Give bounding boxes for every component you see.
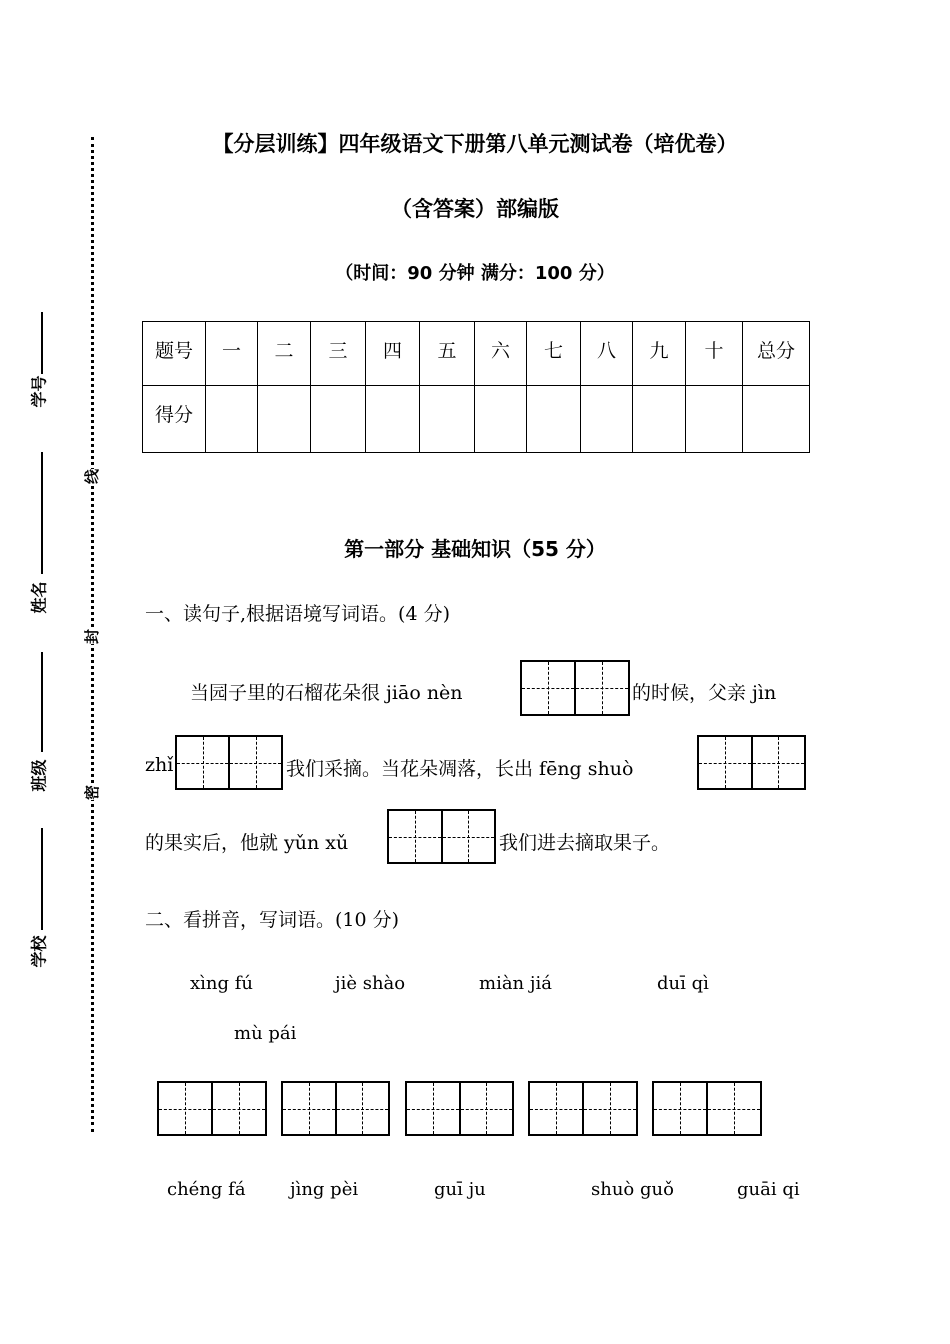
cut-mark-fold: 密 <box>79 785 104 800</box>
pinyin-item: mù pái <box>234 1023 297 1044</box>
answer-grid[interactable] <box>528 1081 638 1136</box>
document-title-line1: 【分层训练】四年级语文下册第八单元测试卷（培优卷） <box>212 132 738 156</box>
answer-grid[interactable] <box>652 1081 762 1136</box>
score-cell[interactable] <box>633 386 686 453</box>
q1-line1-text: 当园子里的石榴花朵很 jiāo nèn <box>190 682 463 704</box>
school-blank[interactable] <box>41 828 43 930</box>
column-header: 二 <box>258 322 311 386</box>
row-header-question: 题号 <box>143 322 206 386</box>
column-header: 七 <box>527 322 581 386</box>
column-header: 八 <box>581 322 633 386</box>
score-cell[interactable] <box>311 386 366 453</box>
score-table <box>142 321 810 453</box>
score-cell[interactable] <box>206 386 258 453</box>
answer-grid-yunxu[interactable] <box>387 809 496 864</box>
name-label: 姓名 <box>29 581 49 614</box>
score-cell[interactable] <box>581 386 633 453</box>
answer-grid-jinzhi[interactable] <box>175 735 283 790</box>
exam-info: （时间：90 分钟 满分：100 分） <box>335 263 615 284</box>
cut-mark-line: 线 <box>79 469 104 484</box>
column-header: 三 <box>311 322 366 386</box>
score-cell[interactable] <box>366 386 420 453</box>
column-header-total: 总分 <box>743 322 810 386</box>
q1-line2-start: zhǐ <box>145 754 174 776</box>
answer-grid[interactable] <box>405 1081 514 1136</box>
answer-grid[interactable] <box>157 1081 267 1136</box>
pinyin-item: guī ju <box>434 1179 486 1200</box>
score-cell[interactable] <box>527 386 581 453</box>
answer-grid-jiaonen[interactable] <box>520 660 630 716</box>
column-header: 一 <box>206 322 258 386</box>
column-header: 四 <box>366 322 420 386</box>
q1-title: 一、读句子,根据语境写词语。(4 分) <box>145 603 450 625</box>
pinyin-item: miàn jiá <box>479 973 552 994</box>
answer-grid-fengshuo[interactable] <box>697 735 806 790</box>
student-id-blank[interactable] <box>41 312 43 374</box>
cut-mark-seal: 封 <box>79 629 104 644</box>
part1-title: 第一部分 基础知识（55 分） <box>344 537 606 561</box>
pinyin-item: shuò guǒ <box>591 1179 674 1200</box>
score-cell[interactable] <box>475 386 527 453</box>
class-label: 班级 <box>29 759 49 792</box>
class-blank[interactable] <box>41 652 43 752</box>
column-header: 九 <box>633 322 686 386</box>
document-title-line2: （含答案）部编版 <box>391 197 559 221</box>
column-header: 十 <box>686 322 743 386</box>
q1-line3-end: 我们进去摘取果子。 <box>499 832 671 854</box>
student-id-label: 学号 <box>29 375 49 408</box>
q1-line3-start: 的果实后，他就 yǔn xǔ <box>145 832 349 854</box>
score-cell-total[interactable] <box>743 386 810 453</box>
answer-grid[interactable] <box>281 1081 390 1136</box>
column-header: 五 <box>420 322 475 386</box>
school-label: 学校 <box>29 935 49 968</box>
q1-line1-end: 的时候，父亲 jìn <box>632 682 777 704</box>
table-row-question-number <box>143 322 810 386</box>
pinyin-item: guāi qi <box>737 1179 800 1200</box>
q1-line2-mid: 我们采摘。当花朵凋落，长出 fēng shuò <box>286 758 634 780</box>
row-header-score: 得分 <box>143 386 206 453</box>
score-cell[interactable] <box>686 386 743 453</box>
table-row-score <box>143 386 810 453</box>
pinyin-item: duī qì <box>657 973 709 994</box>
q2-title: 二、看拼音，写词语。(10 分) <box>145 909 400 931</box>
pinyin-item: jiè shào <box>335 973 406 994</box>
column-header: 六 <box>475 322 527 386</box>
pinyin-item: xìng fú <box>190 973 253 994</box>
pinyin-item: jìng pèi <box>290 1179 359 1200</box>
score-cell[interactable] <box>420 386 475 453</box>
score-cell[interactable] <box>258 386 311 453</box>
pinyin-item: chéng fá <box>167 1179 246 1200</box>
